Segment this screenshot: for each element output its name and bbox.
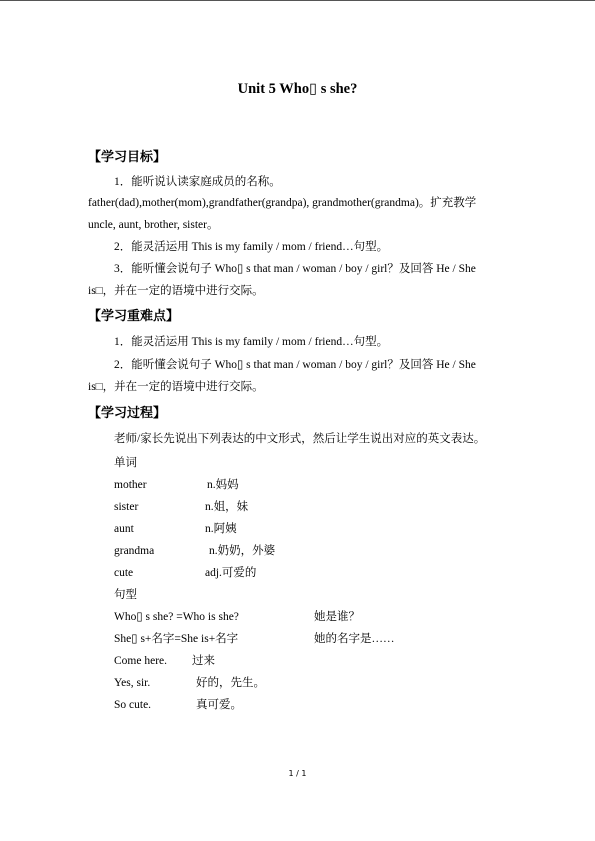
section-heading-key-points: 【学习重难点】 bbox=[88, 309, 180, 324]
sentence-en-4: Yes, sir. bbox=[114, 677, 151, 689]
word-en-1: mother bbox=[114, 479, 147, 491]
word-en-4: grandma bbox=[114, 545, 155, 557]
sentence-cn-3: 过来 bbox=[192, 655, 215, 667]
word-cn-2: n.姐，妹 bbox=[205, 501, 249, 513]
section-heading-process: 【学习过程】 bbox=[88, 406, 167, 421]
word-cn-5: adj.可爱的 bbox=[205, 567, 257, 579]
word-en-2: sister bbox=[114, 501, 139, 513]
page-number: 1 / 1 bbox=[288, 769, 307, 778]
key-points-line-3: is□，并在一定的语境中进行交际。 bbox=[88, 381, 264, 393]
sentence-en-1: Who▯ s she? =Who is she? bbox=[114, 611, 239, 623]
word-cn-3: n.阿姨 bbox=[205, 523, 237, 535]
sentence-cn-2: 她的名字是…… bbox=[314, 633, 395, 645]
goals-line-5: 3．能听懂会说句子 Who▯ s that man / woman / boy / girl？及回答 He / She bbox=[114, 263, 476, 275]
word-en-3: aunt bbox=[114, 523, 134, 535]
goals-line-3: uncle, aunt, brother, sister。 bbox=[88, 219, 219, 231]
sentences-label: 句型 bbox=[114, 589, 137, 601]
sentence-en-5: So cute. bbox=[114, 699, 152, 711]
word-cn-1: n.妈妈 bbox=[207, 479, 239, 491]
goals-line-2: father(dad),mother(mom),grandfather(grandpa), grandmother(grandma)。扩充教学 bbox=[88, 197, 477, 209]
key-points-line-2: 2．能听懂会说句子 Who▯ s that man / woman / boy / girl？及回答 He / She bbox=[114, 359, 476, 371]
goals-line-4: 2．能灵活运用 This is my family / mom / friend…句型。 bbox=[114, 241, 389, 253]
key-points-line-1: 1．能灵活运用 This is my family / mom / friend…句型。 bbox=[114, 336, 389, 348]
section-heading-goals: 【学习目标】 bbox=[88, 150, 167, 165]
sentence-cn-1: 她是谁？ bbox=[314, 611, 360, 623]
sentence-cn-4: 好的，先生。 bbox=[196, 677, 265, 689]
words-label: 单词 bbox=[114, 457, 137, 469]
word-cn-4: n.奶奶，外婆 bbox=[209, 545, 276, 557]
sentence-cn-5: 真可爱。 bbox=[196, 699, 242, 711]
process-intro: 老师/家长先说出下列表达的中文形式，然后让学生说出对应的英文表达。 bbox=[114, 433, 486, 445]
page-top-border bbox=[0, 0, 595, 1]
goals-line-6: is□，并在一定的语境中进行交际。 bbox=[88, 285, 264, 297]
sentence-en-3: Come here. bbox=[114, 655, 168, 667]
word-en-5: cute bbox=[114, 567, 134, 579]
document-title: Unit 5 Who▯ s she? bbox=[237, 81, 358, 97]
sentence-en-2: She▯ s+名字=She is+名字 bbox=[114, 633, 239, 645]
goals-line-1: 1．能听说认读家庭成员的名称。 bbox=[114, 176, 281, 188]
